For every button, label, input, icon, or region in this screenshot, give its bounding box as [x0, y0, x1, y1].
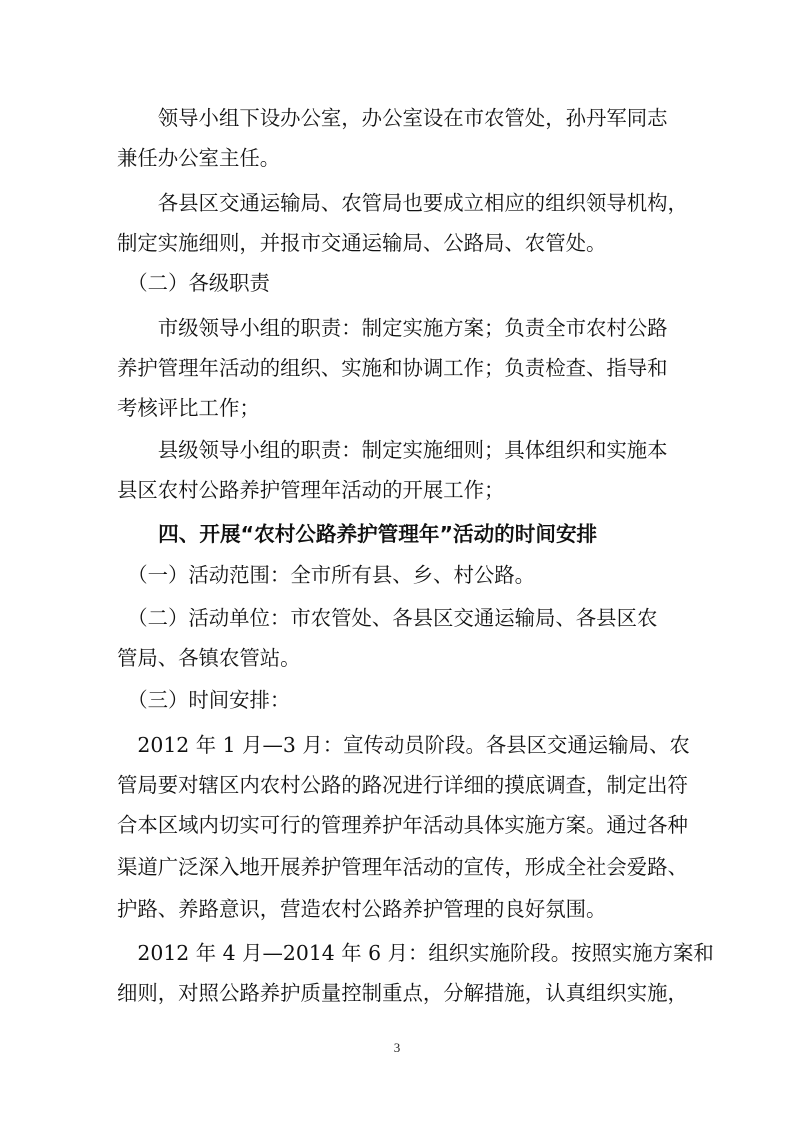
paragraph-line: （一）活动范围：全市所有县、乡、村公路。 — [117, 563, 536, 587]
chapter-heading: 四、开展“农村公路养护管理年”活动的时间安排 — [117, 522, 598, 546]
paragraph-line: 养护管理年活动的组织、实施和协调工作；负责检查、指导和 — [117, 356, 668, 380]
paragraph-line: 管局、各镇农管站。 — [117, 646, 301, 670]
paragraph-line: 各县区交通运输局、农管局也要成立相应的组织领导机构， — [117, 191, 688, 215]
paragraph-line: 2012 年 4 月—2014 年 6 月：组织实施阶段。按照实施方案和 — [117, 941, 714, 965]
paragraph-line: 合本区域内切实可行的管理养护年活动具体实施方案。通过各种 — [117, 813, 688, 837]
paragraph-line: 领导小组下设办公室，办公室设在市农管处，孙丹军同志 — [117, 106, 668, 130]
page-number: 3 — [393, 1040, 401, 1055]
paragraph-line: 细则，对照公路养护质量控制重点，分解措施，认真组织实施， — [117, 981, 688, 1005]
paragraph-line: （二）活动单位：市农管处、各县区交通运输局、各县区农 — [117, 606, 658, 630]
section-heading: （三）时间安排： — [117, 688, 291, 712]
paragraph-line: 护路、养路意识，营造农村公路养护管理的良好氛围。 — [117, 897, 607, 921]
paragraph-line: 2012 年 1 月—3 月：宣传动员阶段。各县区交通运输局、农 — [117, 733, 690, 757]
paragraph-line: 市级领导小组的职责：制定实施方案；负责全市农村公路 — [117, 316, 668, 340]
paragraph-line: 考核评比工作； — [117, 396, 260, 420]
paragraph-line: 兼任办公室主任。 — [117, 146, 281, 170]
paragraph-line: 渠道广泛深入地开展养护管理年活动的宣传，形成全社会爱路、 — [117, 855, 688, 879]
paragraph-line: 管局要对辖区内农村公路的路况进行详细的摸底调查，制定出符 — [117, 773, 688, 797]
section-heading: （二）各级职责 — [117, 271, 270, 295]
paragraph-line: 县级领导小组的职责：制定实施细则；具体组织和实施本 — [117, 438, 668, 462]
paragraph-line: 县区农村公路养护管理年活动的开展工作； — [117, 478, 505, 502]
paragraph-line: 制定实施细则，并报市交通运输局、公路局、农管处。 — [117, 231, 607, 255]
